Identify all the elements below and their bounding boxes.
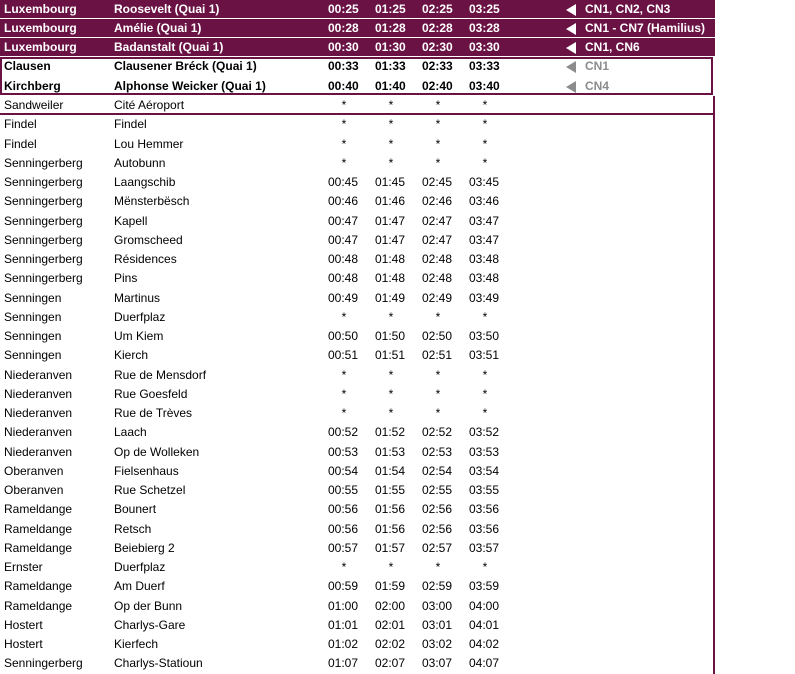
locality-cell: Niederanven bbox=[4, 406, 73, 420]
locality-cell: Sandweiler bbox=[4, 98, 64, 112]
departure-time-cell: * bbox=[435, 155, 441, 170]
departure-time-cell: * bbox=[482, 117, 488, 132]
connection-lines-cell: CN1 - CN7 (Hamilius) bbox=[585, 21, 706, 36]
departure-time-cell: 00:47 bbox=[328, 232, 359, 247]
timetable-row bbox=[0, 135, 715, 154]
departure-time-cell: 01:28 bbox=[375, 21, 406, 36]
departure-time-cell: 00:45 bbox=[328, 175, 359, 189]
timetable-row bbox=[0, 443, 715, 462]
departure-time-cell: * bbox=[388, 155, 394, 170]
departure-time-cell: 00:51 bbox=[328, 348, 359, 363]
departure-time-cell: * bbox=[435, 309, 441, 324]
departure-time-cell: 01:25 bbox=[375, 2, 406, 16]
departure-time-cell: 00:48 bbox=[328, 252, 359, 266]
departure-time-cell: * bbox=[482, 136, 488, 151]
stop-name-cell: Martinus bbox=[114, 290, 161, 305]
departure-time-cell: * bbox=[388, 406, 394, 420]
departure-time-cell: * bbox=[435, 98, 441, 112]
departure-time-cell: 03:30 bbox=[469, 40, 500, 55]
departure-time-cell: * bbox=[482, 98, 488, 112]
departure-time-cell: 02:56 bbox=[422, 502, 453, 517]
departure-time-cell: 00:46 bbox=[328, 194, 359, 209]
timetable-row bbox=[0, 577, 715, 596]
departure-time-cell: 01:47 bbox=[375, 213, 406, 228]
departure-time-cell: 02:40 bbox=[422, 78, 453, 93]
departure-time-cell: * bbox=[482, 155, 488, 170]
connection-lines-cell: CN1, CN6 bbox=[585, 40, 640, 55]
departure-time-cell: * bbox=[341, 309, 347, 324]
departure-time-cell: 01:07 bbox=[328, 656, 359, 671]
departure-time-cell: * bbox=[341, 560, 347, 574]
departure-time-cell: 01:48 bbox=[375, 252, 406, 266]
departure-time-cell: 02:47 bbox=[422, 232, 453, 247]
stop-name-cell: Kapell bbox=[114, 213, 148, 228]
timetable-row bbox=[0, 520, 715, 539]
locality-cell: Rameldange bbox=[4, 502, 73, 517]
departure-time-cell: 03:40 bbox=[469, 78, 500, 93]
departure-time-cell: 02:33 bbox=[422, 59, 453, 74]
stop-name-cell: Duerfplaz bbox=[114, 309, 166, 324]
departure-time-cell: 03:52 bbox=[469, 425, 500, 440]
locality-cell: Niederanven bbox=[4, 425, 73, 440]
timetable-row bbox=[0, 539, 715, 558]
timetable-row bbox=[0, 192, 715, 211]
timetable-row bbox=[0, 616, 715, 635]
departure-time-cell: 03:28 bbox=[469, 21, 500, 36]
departure-time-cell: * bbox=[341, 367, 347, 382]
timetable-row bbox=[0, 654, 715, 673]
locality-cell: Luxembourg bbox=[4, 21, 77, 36]
departure-time-cell: 01:46 bbox=[375, 194, 406, 209]
departure-time-cell: 00:57 bbox=[328, 540, 359, 555]
departure-time-cell: 02:30 bbox=[422, 40, 453, 55]
timetable-row bbox=[0, 289, 715, 308]
departure-time-cell: * bbox=[388, 309, 394, 324]
stop-name-cell: Op der Bunn bbox=[114, 598, 183, 613]
departure-time-cell: 03:50 bbox=[469, 329, 500, 343]
departure-time-cell: 02:57 bbox=[422, 540, 453, 555]
stop-name-cell: Duerfplaz bbox=[114, 560, 166, 574]
departure-time-cell: * bbox=[435, 406, 441, 420]
departure-time-cell: 04:07 bbox=[469, 656, 500, 671]
departure-time-cell: 02:46 bbox=[422, 194, 453, 209]
departure-time-cell: * bbox=[341, 136, 347, 151]
departure-time-cell: 00:48 bbox=[328, 271, 359, 286]
timetable-row bbox=[0, 366, 715, 385]
departure-time-cell: 00:47 bbox=[328, 213, 359, 228]
departure-time-cell: 01:02 bbox=[328, 637, 359, 651]
timetable-row bbox=[0, 423, 715, 442]
departure-time-cell: * bbox=[435, 560, 441, 574]
departure-time-cell: 03:48 bbox=[469, 252, 500, 266]
locality-cell: Senningen bbox=[4, 290, 62, 305]
departure-time-cell: 03:56 bbox=[469, 521, 500, 536]
departure-time-cell: 01:40 bbox=[375, 78, 406, 93]
departure-time-cell: * bbox=[482, 367, 488, 382]
departure-time-cell: 01:52 bbox=[375, 425, 406, 440]
locality-cell: Hostert bbox=[4, 617, 43, 632]
departure-time-cell: 01:57 bbox=[375, 540, 406, 555]
departure-time-cell: 01:00 bbox=[328, 598, 359, 613]
departure-time-cell: 03:51 bbox=[469, 348, 500, 363]
departure-time-cell: 02:54 bbox=[422, 463, 453, 478]
locality-cell: Rameldange bbox=[4, 579, 73, 594]
locality-cell: Niederanven bbox=[4, 367, 73, 382]
stop-name-cell: Laangschib bbox=[114, 175, 176, 189]
locality-cell: Senningerberg bbox=[4, 252, 83, 266]
connection-arrow-icon bbox=[566, 57, 578, 76]
stop-name-cell: Am Duerf bbox=[114, 579, 165, 594]
locality-cell: Niederanven bbox=[4, 386, 73, 401]
departure-time-cell: 02:56 bbox=[422, 521, 453, 536]
stop-name-cell: Cité Aéroport bbox=[114, 98, 185, 112]
departure-time-cell: 04:02 bbox=[469, 637, 500, 651]
timetable-row bbox=[0, 346, 715, 365]
stop-name-cell: Charlys-Gare bbox=[114, 617, 186, 632]
departure-time-cell: 03:47 bbox=[469, 232, 500, 247]
locality-cell: Rameldange bbox=[4, 521, 73, 536]
departure-time-cell: 01:56 bbox=[375, 502, 406, 517]
departure-time-cell: 00:28 bbox=[328, 21, 359, 36]
connection-lines-cell: CN1 bbox=[585, 59, 610, 74]
departure-time-cell: 02:48 bbox=[422, 271, 453, 286]
stop-name-cell: Retsch bbox=[114, 521, 152, 536]
departure-time-cell: 01:50 bbox=[375, 329, 406, 343]
departure-time-cell: 02:07 bbox=[375, 656, 406, 671]
timetable-row bbox=[0, 558, 715, 577]
timetable-row bbox=[0, 154, 715, 173]
stop-name-cell: Mënsterbësch bbox=[114, 194, 190, 209]
departure-time-cell: 01:53 bbox=[375, 444, 406, 459]
departure-time-cell: 01:55 bbox=[375, 483, 406, 497]
departure-time-cell: 02:47 bbox=[422, 213, 453, 228]
departure-time-cell: 00:56 bbox=[328, 521, 359, 536]
stop-name-cell: Pins bbox=[114, 271, 138, 286]
locality-cell: Findel bbox=[4, 136, 37, 151]
departure-time-cell: 01:33 bbox=[375, 59, 406, 74]
departure-time-cell: 02:48 bbox=[422, 252, 453, 266]
stop-name-cell: Op de Wolleken bbox=[114, 444, 200, 459]
departure-time-cell: * bbox=[482, 309, 488, 324]
locality-cell: Luxembourg bbox=[4, 2, 77, 16]
connection-arrow-icon bbox=[566, 77, 578, 96]
departure-time-cell: 00:49 bbox=[328, 290, 359, 305]
departure-time-cell: 00:40 bbox=[328, 78, 359, 93]
locality-cell: Rameldange bbox=[4, 598, 73, 613]
departure-time-cell: * bbox=[388, 117, 394, 132]
departure-time-cell: 03:45 bbox=[469, 175, 500, 189]
departure-time-cell: 03:01 bbox=[422, 617, 453, 632]
departure-time-cell: 03:00 bbox=[422, 598, 453, 613]
stop-name-cell: Charlys-Statioun bbox=[114, 656, 203, 671]
departure-time-cell: 01:54 bbox=[375, 463, 406, 478]
departure-time-cell: 01:56 bbox=[375, 521, 406, 536]
departure-time-cell: 02:53 bbox=[422, 444, 453, 459]
departure-time-cell: * bbox=[388, 98, 394, 112]
departure-time-cell: * bbox=[341, 117, 347, 132]
departure-time-cell: 02:52 bbox=[422, 425, 453, 440]
stop-name-cell: Rue Goesfeld bbox=[114, 386, 188, 401]
timetable-row bbox=[0, 635, 715, 654]
stop-name-cell: Beiebierg 2 bbox=[114, 540, 175, 555]
stop-name-cell: Kierfech bbox=[114, 637, 159, 651]
departure-time-cell: 00:56 bbox=[328, 502, 359, 517]
departure-time-cell: * bbox=[388, 367, 394, 382]
departure-time-cell: 02:59 bbox=[422, 579, 453, 594]
stop-name-cell: Rue de Mensdorf bbox=[114, 367, 207, 382]
locality-cell: Findel bbox=[4, 117, 37, 132]
timetable-row bbox=[0, 19, 715, 38]
departure-time-cell: * bbox=[341, 98, 347, 112]
connection-lines-cell: CN4 bbox=[585, 78, 610, 93]
departure-time-cell: 01:59 bbox=[375, 579, 406, 594]
departure-time-cell: 03:56 bbox=[469, 502, 500, 517]
timetable-row bbox=[0, 462, 715, 481]
stop-name-cell: Rue de Trèves bbox=[114, 406, 193, 420]
timetable-row bbox=[0, 0, 715, 19]
departure-time-cell: 01:48 bbox=[375, 271, 406, 286]
departure-time-cell: 01:47 bbox=[375, 232, 406, 247]
timetable-row bbox=[0, 500, 715, 519]
departure-time-cell: * bbox=[388, 386, 394, 401]
locality-cell: Senningen bbox=[4, 348, 62, 363]
connection-lines-cell: CN1, CN2, CN3 bbox=[585, 2, 671, 16]
departure-time-cell: 03:49 bbox=[469, 290, 500, 305]
stop-name-cell: Clausener Bréck (Quai 1) bbox=[114, 59, 257, 74]
departure-time-cell: 00:25 bbox=[328, 2, 359, 16]
route-stops-list bbox=[0, 96, 715, 674]
departure-time-cell: 02:28 bbox=[422, 21, 453, 36]
stop-name-cell: Um Kiem bbox=[114, 329, 164, 343]
stop-name-cell: Alphonse Weicker (Quai 1) bbox=[114, 78, 266, 93]
departure-time-cell: 02:01 bbox=[375, 617, 406, 632]
locality-cell: Rameldange bbox=[4, 540, 73, 555]
departure-time-cell: 03:53 bbox=[469, 444, 500, 459]
departure-time-cell: * bbox=[388, 560, 394, 574]
stop-name-cell: Rue Schetzel bbox=[114, 483, 186, 497]
timetable-row bbox=[0, 597, 715, 616]
departure-time-cell: * bbox=[482, 560, 488, 574]
timetable-row bbox=[0, 57, 715, 76]
timetable-row bbox=[0, 308, 715, 327]
locality-cell: Senningen bbox=[4, 309, 62, 324]
departure-time-cell: * bbox=[435, 386, 441, 401]
timetable-row bbox=[0, 481, 715, 500]
departure-time-cell: 01:45 bbox=[375, 175, 406, 189]
timetable-row bbox=[0, 173, 715, 192]
departure-time-cell: 02:49 bbox=[422, 290, 453, 305]
locality-cell: Senningerberg bbox=[4, 656, 83, 671]
locality-cell: Kirchberg bbox=[4, 78, 61, 93]
stop-name-cell: Roosevelt (Quai 1) bbox=[114, 2, 220, 16]
departure-time-cell: * bbox=[341, 406, 347, 420]
departure-time-cell: 03:48 bbox=[469, 271, 500, 286]
departure-time-cell: 02:00 bbox=[375, 598, 406, 613]
timetable bbox=[0, 0, 715, 96]
stop-name-cell: Amélie (Quai 1) bbox=[114, 21, 202, 36]
stop-name-cell: Lou Hemmer bbox=[114, 136, 184, 151]
departure-time-cell: 02:02 bbox=[375, 637, 406, 651]
timetable-row bbox=[0, 269, 715, 288]
departure-time-cell: 00:55 bbox=[328, 483, 359, 497]
departure-time-cell: 03:02 bbox=[422, 637, 453, 651]
departure-time-cell: 04:01 bbox=[469, 617, 500, 632]
departure-time-cell: * bbox=[482, 406, 488, 420]
timetable-row bbox=[0, 231, 715, 250]
locality-cell: Hostert bbox=[4, 637, 43, 651]
timetable-row bbox=[0, 404, 715, 423]
locality-cell: Oberanven bbox=[4, 483, 64, 497]
locality-cell: Oberanven bbox=[4, 463, 64, 478]
stop-name-cell: Findel bbox=[114, 117, 147, 132]
departure-time-cell: 03:54 bbox=[469, 463, 500, 478]
timetable-row bbox=[0, 77, 715, 96]
timetable-row bbox=[0, 212, 715, 231]
timetable-row bbox=[0, 327, 715, 346]
locality-cell: Senningerberg bbox=[4, 155, 83, 170]
departure-time-cell: * bbox=[341, 386, 347, 401]
departure-time-cell: 03:59 bbox=[469, 579, 500, 594]
timetable-row bbox=[0, 96, 715, 115]
connection-arrow-icon bbox=[566, 38, 578, 57]
locality-cell: Senningerberg bbox=[4, 194, 83, 209]
departure-time-cell: 02:25 bbox=[422, 2, 453, 16]
locality-cell: Senningen bbox=[4, 329, 62, 343]
timetable-row bbox=[0, 115, 715, 134]
stop-name-cell: Badanstalt (Quai 1) bbox=[114, 40, 224, 55]
departure-time-cell: 00:54 bbox=[328, 463, 359, 478]
departure-time-cell: 01:01 bbox=[328, 617, 359, 632]
departure-time-cell: * bbox=[482, 386, 488, 401]
departure-time-cell: 00:59 bbox=[328, 579, 359, 594]
stop-name-cell: Résidences bbox=[114, 252, 177, 266]
locality-cell: Senningerberg bbox=[4, 271, 83, 286]
departure-time-cell: 01:51 bbox=[375, 348, 406, 363]
timetable-row bbox=[0, 38, 715, 57]
departure-time-cell: 03:47 bbox=[469, 213, 500, 228]
departure-time-cell: 02:45 bbox=[422, 175, 453, 189]
departure-time-cell: 03:46 bbox=[469, 194, 500, 209]
departure-time-cell: 01:30 bbox=[375, 40, 406, 55]
terminal-stops-block bbox=[0, 0, 715, 96]
locality-cell: Senningerberg bbox=[4, 175, 83, 189]
locality-cell: Niederanven bbox=[4, 444, 73, 459]
departure-time-cell: 03:25 bbox=[469, 2, 500, 16]
locality-cell: Clausen bbox=[4, 59, 51, 74]
departure-time-cell: 01:49 bbox=[375, 290, 406, 305]
departure-time-cell: 04:00 bbox=[469, 598, 500, 613]
stop-name-cell: Gromscheed bbox=[114, 232, 183, 247]
departure-time-cell: 03:55 bbox=[469, 483, 500, 497]
departure-time-cell: * bbox=[435, 117, 441, 132]
departure-time-cell: 03:07 bbox=[422, 656, 453, 671]
departure-time-cell: 02:51 bbox=[422, 348, 453, 363]
stop-name-cell: Fielsenhaus bbox=[114, 463, 179, 478]
stop-name-cell: Kierch bbox=[114, 348, 149, 363]
stop-name-cell: Laach bbox=[114, 425, 147, 440]
departure-time-cell: 00:30 bbox=[328, 40, 359, 55]
connection-arrow-icon bbox=[566, 19, 578, 38]
timetable-row bbox=[0, 250, 715, 269]
departure-time-cell: 00:53 bbox=[328, 444, 359, 459]
departure-time-cell: 00:50 bbox=[328, 329, 359, 343]
departure-time-cell: * bbox=[341, 155, 347, 170]
timetable-row bbox=[0, 385, 715, 404]
locality-cell: Senningerberg bbox=[4, 232, 83, 247]
locality-cell: Ernster bbox=[4, 560, 43, 574]
departure-time-cell: 03:57 bbox=[469, 540, 500, 555]
locality-cell: Luxembourg bbox=[4, 40, 77, 55]
departure-time-cell: * bbox=[388, 136, 394, 151]
locality-cell: Senningerberg bbox=[4, 213, 83, 228]
connection-arrow-icon bbox=[566, 0, 578, 19]
departure-time-cell: 00:33 bbox=[328, 59, 359, 74]
departure-time-cell: * bbox=[435, 367, 441, 382]
departure-time-cell: 03:33 bbox=[469, 59, 500, 74]
stop-name-cell: Bounert bbox=[114, 502, 157, 517]
stop-name-cell: Autobunn bbox=[114, 155, 166, 170]
departure-time-cell: 02:55 bbox=[422, 483, 453, 497]
departure-time-cell: 00:52 bbox=[328, 425, 359, 440]
departure-time-cell: * bbox=[435, 136, 441, 151]
departure-time-cell: 02:50 bbox=[422, 329, 453, 343]
